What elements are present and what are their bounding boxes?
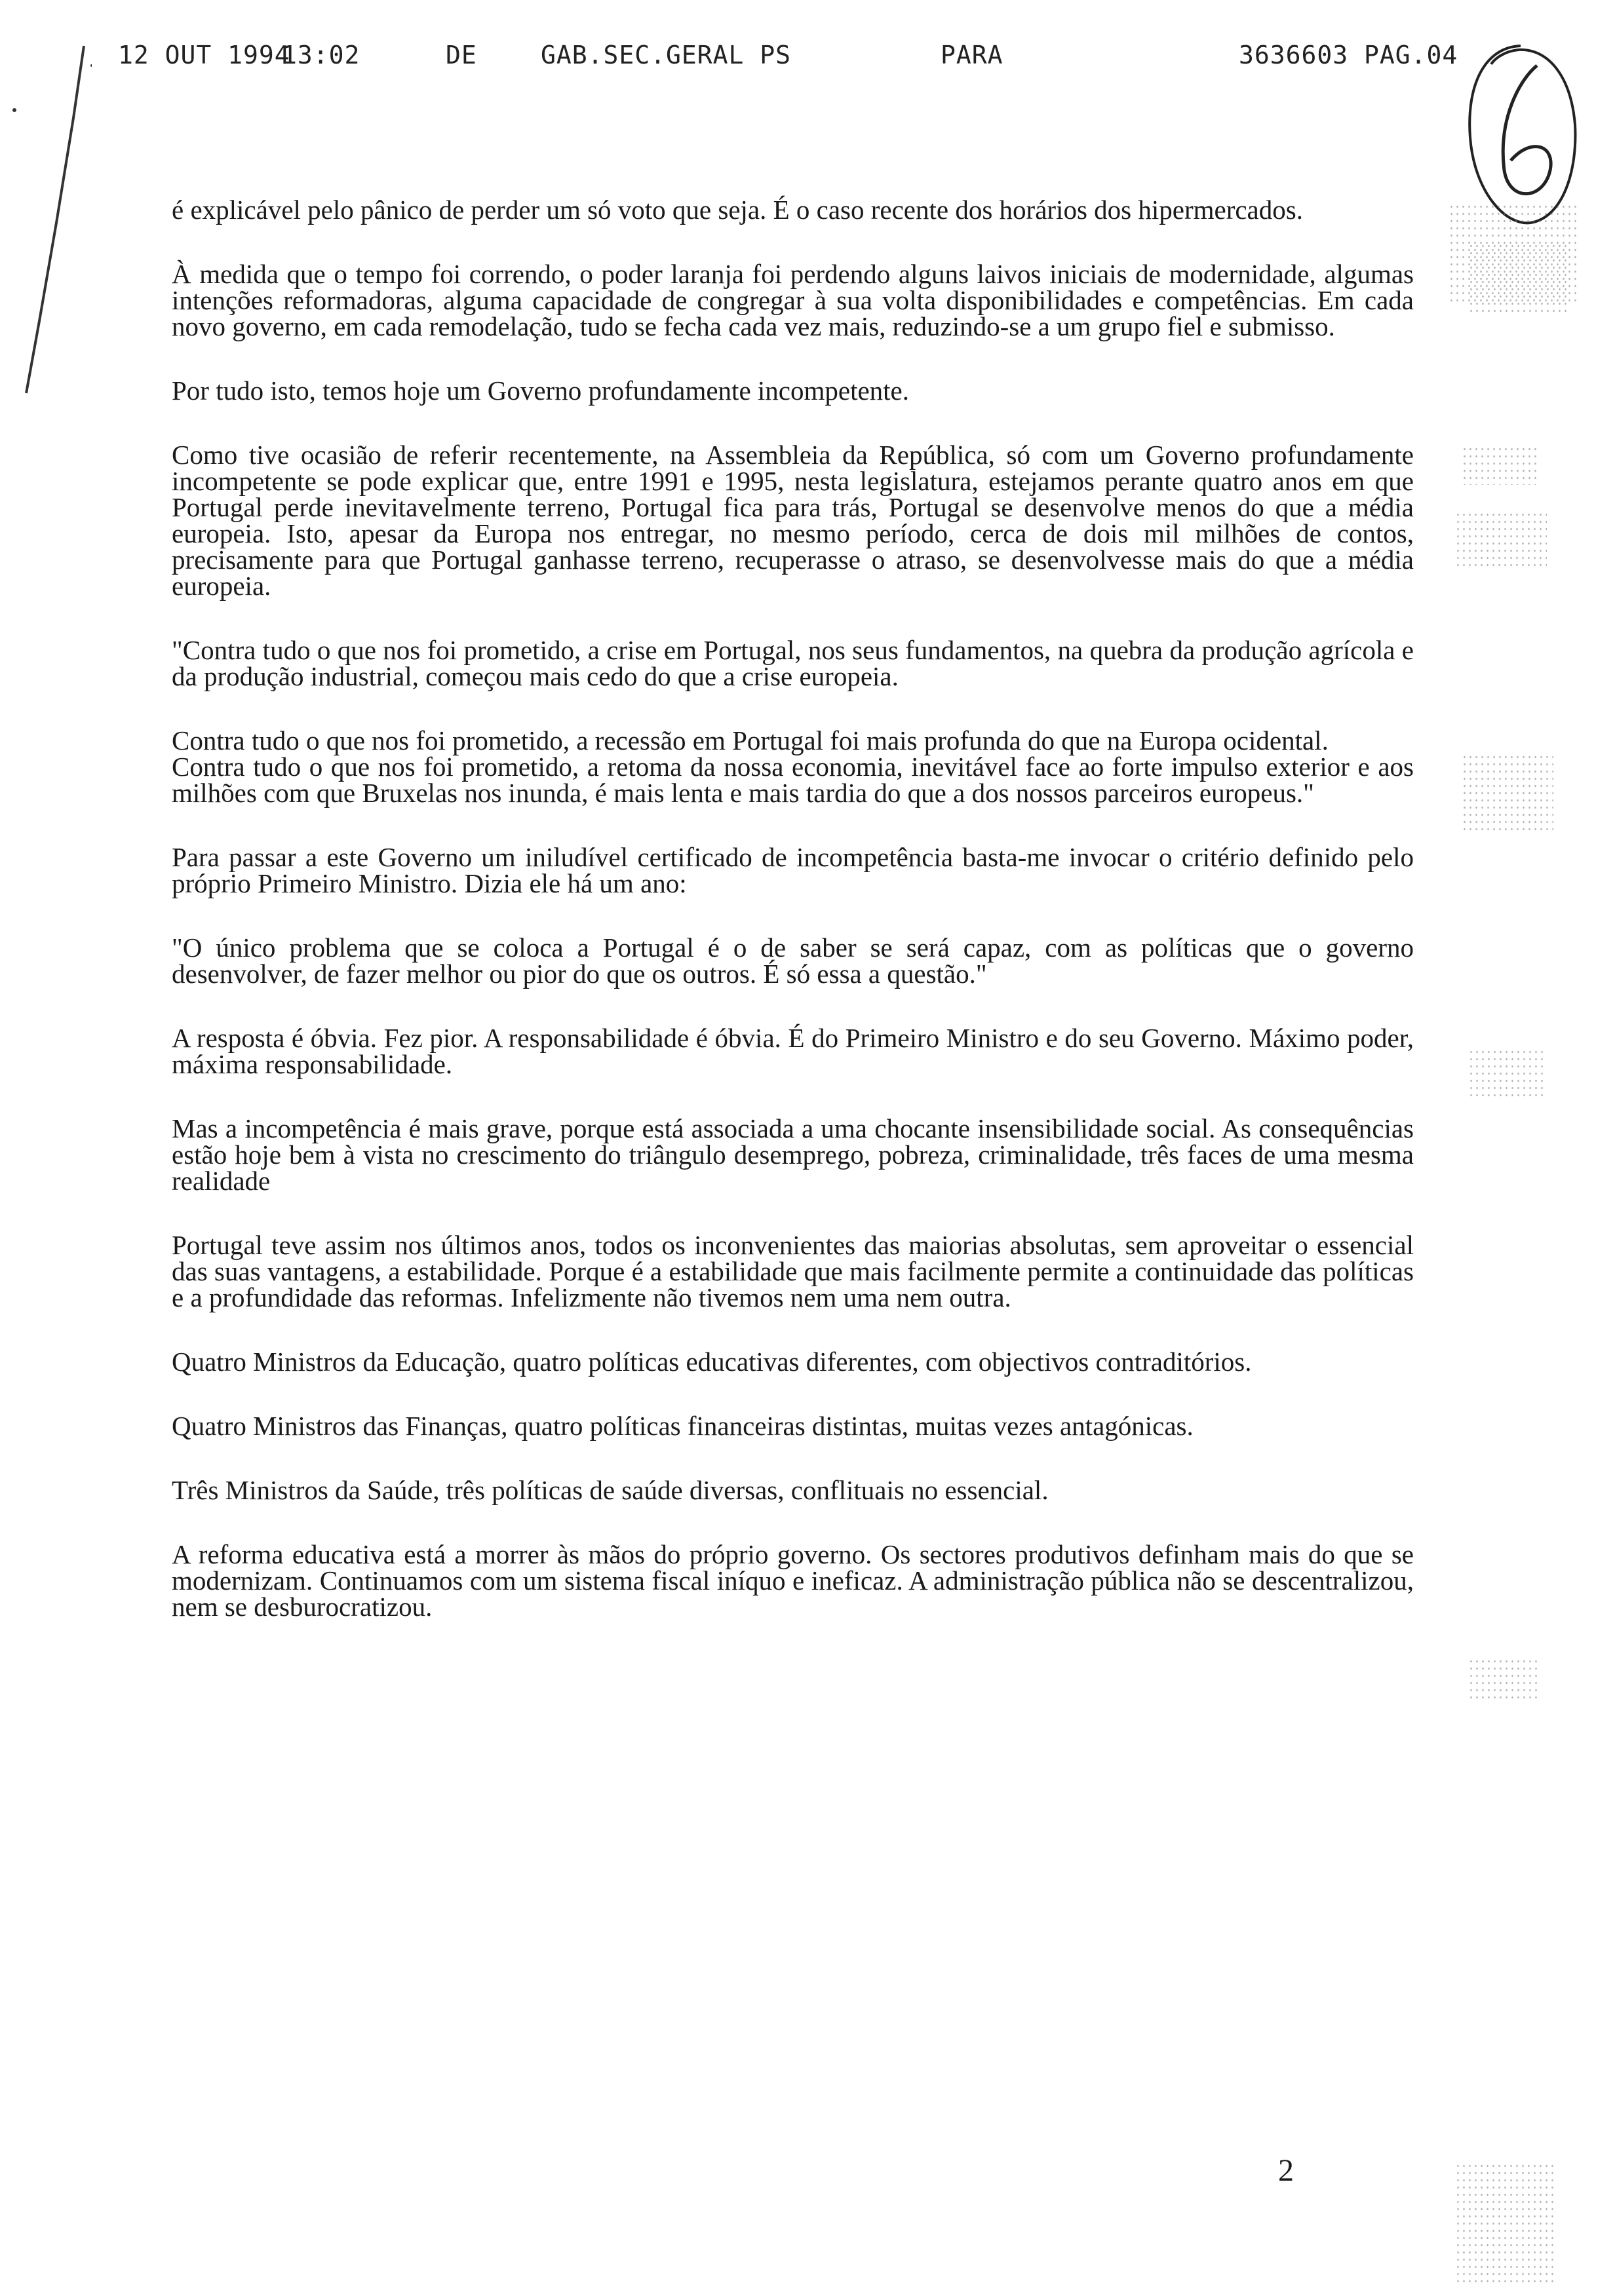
- letter-body: [172, 197, 1414, 1658]
- paragraph: À medida que o tempo foi correndo, o poder laranja foi perdendo alguns laivos iniciais de modernidade, algumas intenções reformadoras, alguma capacidade de congregar à sua volta disponibilidades e competências. Em cada novo governo, em cada remodelação, tudo se fecha cada vez mais, reduzindo-se a um grupo fiel e submisso.: [172, 259, 1414, 341]
- fax-noise: [1462, 754, 1553, 832]
- fax-noise: [1462, 446, 1540, 485]
- fax-to-label: PARA: [941, 41, 1003, 69]
- fax-date: 12 OUT 1994: [118, 41, 290, 69]
- margin-stroke: [0, 39, 92, 406]
- fax-noise: [1455, 511, 1547, 570]
- fax-noise: [1468, 1658, 1540, 1704]
- paragraph: Contra tudo o que nos foi prometido, a retoma da nossa economia, inevitável face ao forte impulso exterior e aos milhões com que Bruxelas nos inunda, é mais lenta e mais tardia do que a dos nossos parceiros europeus.": [172, 752, 1414, 808]
- paragraph: A resposta é óbvia. Fez pior. A responsabilidade é óbvia. É do Primeiro Ministro e do seu Governo. Máximo poder, máxima responsabilidade.: [172, 1023, 1414, 1079]
- fax-noise: [1468, 242, 1566, 315]
- fax-number-page: 3636603 PAG.04: [1239, 41, 1458, 69]
- paragraph: Três Ministros da Saúde, três políticas de saúde diversas, conflituais no essencial.: [172, 1475, 1049, 1505]
- page-number: 2: [1278, 2153, 1294, 2188]
- paragraph: "Contra tudo o que nos foi prometido, a crise em Portugal, nos seus fundamentos, na quebra da produção agrícola e da produção industrial, começou mais cedo do que a crise europeia.: [172, 635, 1414, 691]
- fax-time: 13:02: [282, 41, 360, 69]
- paragraph: Para passar a este Governo um iniludível certificado de incompetência basta-me invocar o critério definido pelo próprio Primeiro Ministro. Dizia ele há um ano:: [172, 842, 1414, 898]
- paragraph: Como tive ocasião de referir recentemente, na Assembleia da República, só com um Governo profundamente incompetente se pode explicar que, entre 1991 e 1995, nesta legislatura, estejamos perante quatro anos em que Portugal perde inevitavelmente terreno, Portugal fica para trás, Portugal se desenvolve menos do que a média europeia. Isto, apesar da Europa nos entregar, no mesmo período, cerca de dois mil milhões de contos, precisamente para que Portugal ganhasse terreno, recuperasse o atraso, se desenvolvesse mais do que a média europeia.: [172, 440, 1414, 601]
- paragraph: Quatro Ministros das Finanças, quatro políticas financeiras distintas, muitas vezes antagónicas.: [172, 1411, 1194, 1441]
- paragraph: Contra tudo o que nos foi prometido, a recessão em Portugal foi mais profunda do que na Europa ocidental.: [172, 725, 1329, 756]
- paragraph: Quatro Ministros da Educação, quatro políticas educativas diferentes, com objectivos contraditórios.: [172, 1347, 1252, 1377]
- fax-header: [0, 41, 1615, 80]
- fax-sender: GAB.SEC.GERAL PS: [541, 41, 792, 69]
- paragraph: Por tudo isto, temos hoje um Governo profundamente incompetente.: [172, 375, 909, 406]
- paragraph: Portugal teve assim nos últimos anos, todos os inconvenientes das maiorias absolutas, sem aproveitar o essencial das suas vantagens, a estabilidade. Porque é a estabilidade que mais facilmente permite a continuidade das políticas e a profundidade das reformas. Infelizmente não tivemos nem uma nem outra.: [172, 1230, 1414, 1312]
- fax-noise: [1455, 2162, 1553, 2287]
- paragraph: é explicável pelo pânico de perder um só voto que seja. É o caso recente dos horários dos hipermercados.: [172, 195, 1303, 225]
- fax-from-label: DE: [446, 41, 477, 69]
- paragraph: A reforma educativa está a morrer às mãos do próprio governo. Os sectores produtivos definham mais do que se modernizam. Continuamos com um sistema fiscal iníquo e ineficaz. A administração pública não se descentralizou, nem se desburocratizou.: [172, 1539, 1414, 1622]
- fax-noise: [1468, 1048, 1547, 1101]
- paragraph: "O único problema que se coloca a Portugal é o de saber se será capaz, com as políticas que o governo desenvolver, de fazer melhor ou pior do que os outros. É só essa a questão.": [172, 932, 1414, 989]
- paragraph: Mas a incompetência é mais grave, porque está associada a uma chocante insensibilidade social. As consequências estão hoje bem à vista no crescimento do triângulo desemprego, pobreza, criminalidade, três faces de uma mesma realidade: [172, 1113, 1414, 1196]
